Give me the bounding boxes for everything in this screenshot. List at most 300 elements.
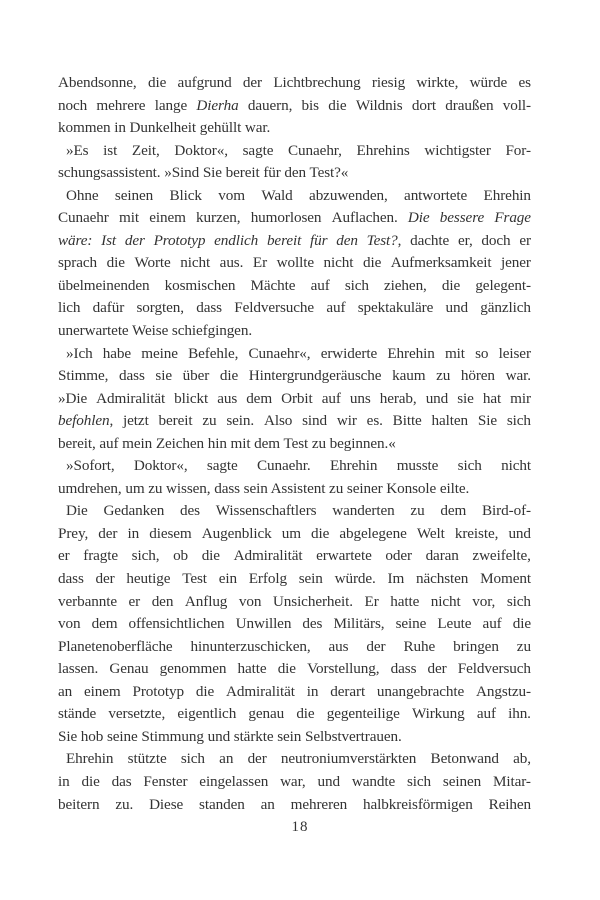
word: Reihen [488, 795, 531, 813]
word: nicht [323, 254, 354, 272]
word: des [180, 502, 200, 520]
word: sich [457, 457, 482, 475]
word: gegenteilige [326, 705, 400, 723]
word: dass [196, 299, 222, 317]
word: Worte [134, 254, 171, 272]
word: dem [246, 389, 273, 407]
word: die [277, 660, 296, 678]
word: Cunaehr [58, 209, 109, 227]
word: übelmeinenden [58, 276, 150, 294]
text-line [58, 185, 531, 208]
word: derart [330, 682, 366, 700]
word: war, [280, 772, 306, 790]
word: Auflachen. [331, 209, 398, 227]
text-line [58, 297, 531, 320]
word: abgelegene [339, 524, 407, 542]
word: Planetenoberfläche [58, 637, 173, 655]
word: herab, [379, 389, 417, 407]
text-line [58, 388, 531, 411]
word: unangebrachte [376, 682, 465, 700]
word: aus [328, 637, 349, 655]
word: die [441, 276, 461, 294]
word: an [260, 795, 275, 813]
word: Augenblick [201, 524, 272, 542]
text-line: kommen in Dunkelheit gehüllt war. [58, 119, 271, 137]
word: offensichtlichen [128, 615, 225, 633]
word: die [512, 615, 531, 633]
word: Militärs, [333, 615, 385, 633]
word: der [427, 660, 447, 678]
word: ein [218, 570, 237, 588]
text-line [58, 568, 531, 591]
word: standen [199, 795, 245, 813]
word: es. [366, 412, 383, 430]
word: ihn. [508, 705, 531, 723]
word: sie [457, 389, 474, 407]
word: der [124, 231, 145, 249]
word: ziehen, [384, 276, 427, 294]
word: Gedanken [103, 502, 165, 520]
text-line [58, 591, 531, 614]
word: sein. [226, 412, 255, 430]
word: oder [385, 547, 412, 565]
word: die [201, 547, 220, 565]
word: sich [406, 772, 432, 790]
word: Feldversuche [234, 299, 315, 317]
word: ist [103, 141, 118, 159]
word: genau [248, 705, 285, 723]
word: sich [506, 412, 531, 430]
word: mir [510, 389, 531, 407]
word: stände [58, 705, 97, 723]
word: er [519, 231, 531, 249]
word: lassen. [58, 660, 99, 678]
word: versetzte, [108, 705, 166, 723]
word: sein [298, 570, 323, 588]
word: das [111, 772, 132, 790]
word: diesem [149, 524, 192, 542]
word: Wildnis [355, 96, 403, 114]
word: gänzlich [480, 299, 531, 317]
paragraph [58, 455, 531, 500]
word: Ehrehin [387, 344, 435, 362]
word: dass [390, 660, 417, 678]
word: Ehrehin [329, 457, 378, 475]
word: eingelassen [199, 772, 269, 790]
word: beitern [58, 795, 100, 813]
word: blickt [174, 389, 209, 407]
word: die [195, 682, 215, 700]
word: wandte [351, 772, 396, 790]
word: Ist [101, 231, 117, 249]
word: dass [119, 367, 145, 385]
word: der [242, 74, 262, 91]
word: des [302, 615, 323, 633]
word: der [95, 570, 115, 588]
word: die [296, 705, 315, 723]
text-line [58, 771, 531, 794]
word: heutige [126, 570, 171, 588]
word: die [311, 524, 330, 542]
word: auf [476, 705, 496, 723]
word: über [182, 367, 210, 385]
word: sich [344, 276, 369, 294]
paragraph [58, 748, 531, 816]
word: musste [396, 457, 439, 475]
word: Leute [437, 615, 472, 633]
word: Stimme, [58, 367, 109, 385]
word: zweifelte, [472, 547, 531, 565]
word: aufgrund [177, 74, 232, 91]
word: die [219, 367, 239, 385]
word: Admiralität [96, 389, 166, 407]
text-line: bereit, auf mein Zeichen hin mit dem Test zu beginnen.« [58, 434, 396, 452]
word: Er [364, 592, 379, 610]
word: auf [482, 615, 502, 633]
word: Fenster [143, 772, 188, 790]
word: gelegent- [475, 276, 531, 294]
word: Also [263, 412, 293, 430]
word: erwartete [316, 547, 372, 565]
word: nicht [180, 254, 211, 272]
word: halbkreisförmigen [363, 795, 473, 813]
word: und [445, 299, 468, 317]
word: noch [58, 96, 88, 114]
word: hatte [390, 592, 420, 610]
word: ab, [513, 750, 531, 768]
word: zu. [115, 795, 134, 813]
word: den [151, 592, 174, 610]
text-line: Sie hob seine Stimmung und stärkte sein Selbstvertrauen. [58, 727, 402, 745]
word: antwortete [404, 186, 468, 204]
word: die [362, 254, 382, 272]
word: endlich [214, 231, 259, 249]
word: für [309, 231, 328, 249]
text-line [58, 72, 531, 95]
word: Unsicherheit. [272, 592, 353, 610]
word: Bird-of- [482, 502, 531, 520]
word: Wirkung [411, 705, 465, 723]
word: Betonwand [430, 750, 499, 768]
text-line [58, 140, 531, 163]
word: bessere [439, 209, 485, 227]
word: Befehle, [188, 344, 239, 362]
word: Ehrehin [66, 750, 114, 768]
word: aus [217, 389, 238, 407]
word: der [366, 637, 386, 655]
word: wäre: [58, 231, 93, 249]
word: Admiralität [233, 547, 303, 565]
word: Angstzu- [476, 682, 531, 700]
word: um [281, 524, 301, 542]
word: neutroniumverstärkten [280, 750, 417, 768]
word: den [336, 231, 358, 249]
word: nächsten [415, 570, 469, 588]
word: und [317, 772, 340, 790]
word: kaum [392, 367, 426, 385]
word: einem [84, 682, 121, 700]
word: mit [444, 344, 465, 362]
word: lich [58, 299, 81, 317]
word: die [81, 772, 100, 790]
word: »Es [66, 141, 89, 159]
word: »Sofort, [66, 457, 115, 475]
text-line [58, 703, 531, 726]
word: nicht [501, 457, 531, 475]
word: die [147, 74, 167, 91]
word: seinen [442, 772, 482, 790]
word: voll- [502, 96, 531, 114]
word: Mächte [250, 276, 296, 294]
text-line [58, 230, 531, 253]
word: bereit [158, 412, 193, 430]
paragraph [58, 500, 531, 748]
text-line [58, 455, 531, 478]
text-line [58, 500, 531, 523]
word: es [518, 74, 531, 91]
text-line: unerwartete Weise schiefgingen. [58, 322, 253, 340]
text-line: umdrehen, um zu wissen, dass sein Assistent zu seiner Konsole eilte. [58, 479, 470, 497]
word: bringen [453, 637, 499, 655]
word: mehrere [96, 96, 146, 114]
word: Hintergrundgeräusche [248, 367, 382, 385]
text-line [58, 410, 531, 433]
word: erwiderte [320, 344, 378, 362]
word: jetzt [123, 412, 149, 430]
word: dachte [410, 231, 450, 249]
word: hinunterzuschicken, [190, 637, 311, 655]
text-line [58, 343, 531, 366]
word: wir [336, 412, 357, 430]
word: kreiste, [454, 524, 499, 542]
word: halten [431, 412, 469, 430]
word: Admiralität [225, 682, 295, 700]
text-line [58, 207, 531, 230]
paragraph [58, 343, 531, 456]
word: stützte [127, 750, 167, 768]
word: Blick [169, 186, 202, 204]
word: dafür [92, 299, 125, 317]
word: Vorstellung, [307, 660, 380, 678]
word: in [127, 524, 140, 542]
word: genommen [159, 660, 227, 678]
text-line [58, 794, 531, 817]
paragraph [58, 185, 531, 343]
word: zu [436, 367, 451, 385]
word: Cunaehr. [256, 457, 311, 475]
word: kurzen, [196, 209, 241, 227]
word: bereit [266, 231, 302, 249]
word: Cunaehr«, [248, 344, 311, 362]
word: habe [102, 344, 132, 362]
word: er [58, 547, 70, 565]
word: die [328, 96, 347, 114]
word: zu [202, 412, 217, 430]
word: Unwillen [235, 615, 292, 633]
word: hatte [237, 660, 267, 678]
word: »Die [58, 389, 88, 407]
paragraph [58, 140, 531, 185]
word: dem [91, 615, 118, 633]
word: wirkte, [416, 74, 459, 91]
word: doch [481, 231, 511, 249]
word: sich, [131, 547, 160, 565]
word: ob [173, 547, 189, 565]
word: zu [516, 637, 531, 655]
word: Doktor«, [174, 141, 228, 159]
word: befohlen, [58, 412, 114, 430]
word: Abendsonne, [58, 74, 137, 91]
text-line: schungsassistent. »Sind Sie bereit für den Test?« [58, 164, 349, 182]
word: wanderten [332, 502, 395, 520]
word: der [247, 750, 267, 768]
word: Prototyp [132, 682, 184, 700]
word: sagte [242, 141, 274, 159]
word: vor, [472, 592, 496, 610]
text-line [58, 636, 531, 659]
word: sich [506, 592, 531, 610]
word: und [425, 389, 449, 407]
text-line [58, 545, 531, 568]
word: sorgten, [136, 299, 184, 317]
text-line [58, 523, 531, 546]
word: Doktor«, [133, 457, 188, 475]
word: nicht [430, 592, 461, 610]
word: würde. [334, 570, 376, 588]
text-line [58, 681, 531, 704]
word: Prototyp [153, 231, 206, 249]
word: mehreren [290, 795, 348, 813]
word: dem [440, 502, 467, 520]
word: bis [301, 96, 319, 114]
word: humorlosen [250, 209, 322, 227]
word: Sie [477, 412, 498, 430]
word: fragte [83, 547, 119, 565]
word: mit [119, 209, 139, 227]
word: Die [66, 502, 88, 520]
word: Zeit, [131, 141, 160, 159]
word: Test [182, 570, 207, 588]
text-line [58, 252, 531, 275]
word: Dierha [196, 96, 239, 114]
text-line [58, 658, 531, 681]
word: auf [310, 276, 330, 294]
page-text [58, 72, 531, 816]
word: dauern, [247, 96, 293, 114]
page-number: 18 [291, 819, 309, 835]
word: daran [425, 547, 459, 565]
word: Bitte [392, 412, 422, 430]
word: Frage [494, 209, 531, 227]
word: zu [410, 502, 425, 520]
word: leiser [498, 344, 531, 362]
word: Er [252, 254, 268, 272]
word: draußen [445, 96, 494, 114]
word: an [219, 750, 234, 768]
word: seine [395, 615, 427, 633]
word: sind [302, 412, 328, 430]
word: sagte [206, 457, 238, 475]
word: er, [457, 231, 473, 249]
word: einem [149, 209, 186, 227]
word: Ruhe [403, 637, 436, 655]
word: so [475, 344, 489, 362]
word: sie [155, 367, 172, 385]
word: meine [141, 344, 178, 362]
text-line [58, 613, 531, 636]
word: in [58, 772, 70, 790]
word: Cunaehr, [288, 141, 342, 159]
word: von [238, 592, 262, 610]
word: Wald [261, 186, 293, 204]
word: wollte [276, 254, 314, 272]
word: Ehrehin [483, 186, 531, 204]
word: »Ich [66, 344, 93, 362]
word: Orbit [281, 389, 313, 407]
word: Erfolg [248, 570, 287, 588]
word: er [128, 592, 141, 610]
word: Die [407, 209, 430, 227]
word: uns [349, 389, 371, 407]
word: Lichtbrechung [273, 74, 361, 91]
word: eigentlich [177, 705, 237, 723]
text-line [58, 365, 531, 388]
word: von [58, 615, 81, 633]
word: Ehrehins [356, 141, 410, 159]
word: seinen [114, 186, 154, 204]
word: wichtigster [424, 141, 491, 159]
word: dort [411, 96, 436, 114]
word: und [508, 524, 531, 542]
word: Moment [480, 570, 531, 588]
word: auf [326, 299, 346, 317]
word: Mitar- [492, 772, 531, 790]
word: Genau [109, 660, 149, 678]
word: spektakuläre [357, 299, 434, 317]
word: auf [321, 389, 341, 407]
word: würde [469, 74, 508, 91]
word: an [58, 682, 73, 700]
word: kosmischen [164, 276, 236, 294]
paragraph [58, 72, 531, 140]
word: sich [180, 750, 205, 768]
word: in [306, 682, 319, 700]
word: war. [505, 367, 531, 385]
word: hat [482, 389, 502, 407]
word: lange [154, 96, 188, 114]
text-line [58, 748, 531, 771]
word: Anflug [184, 592, 228, 610]
text-line [58, 95, 531, 118]
word: sprach [58, 254, 98, 272]
word: Wissenschaftlers [215, 502, 317, 520]
word: Diese [149, 795, 184, 813]
word: Ohne [66, 186, 99, 204]
word: der [98, 524, 118, 542]
word: jener [501, 254, 531, 272]
text-line [58, 275, 531, 298]
word: verbannte [58, 592, 117, 610]
word: abzuwenden, [309, 186, 388, 204]
word: Aufmerksamkeit [390, 254, 492, 272]
word: Welt [416, 524, 445, 542]
word: vom [218, 186, 245, 204]
word: riesig [371, 74, 406, 91]
word: Prey, [58, 524, 89, 542]
word: aus. [219, 254, 244, 272]
word: Test?, [366, 231, 402, 249]
word: dass [58, 570, 84, 588]
